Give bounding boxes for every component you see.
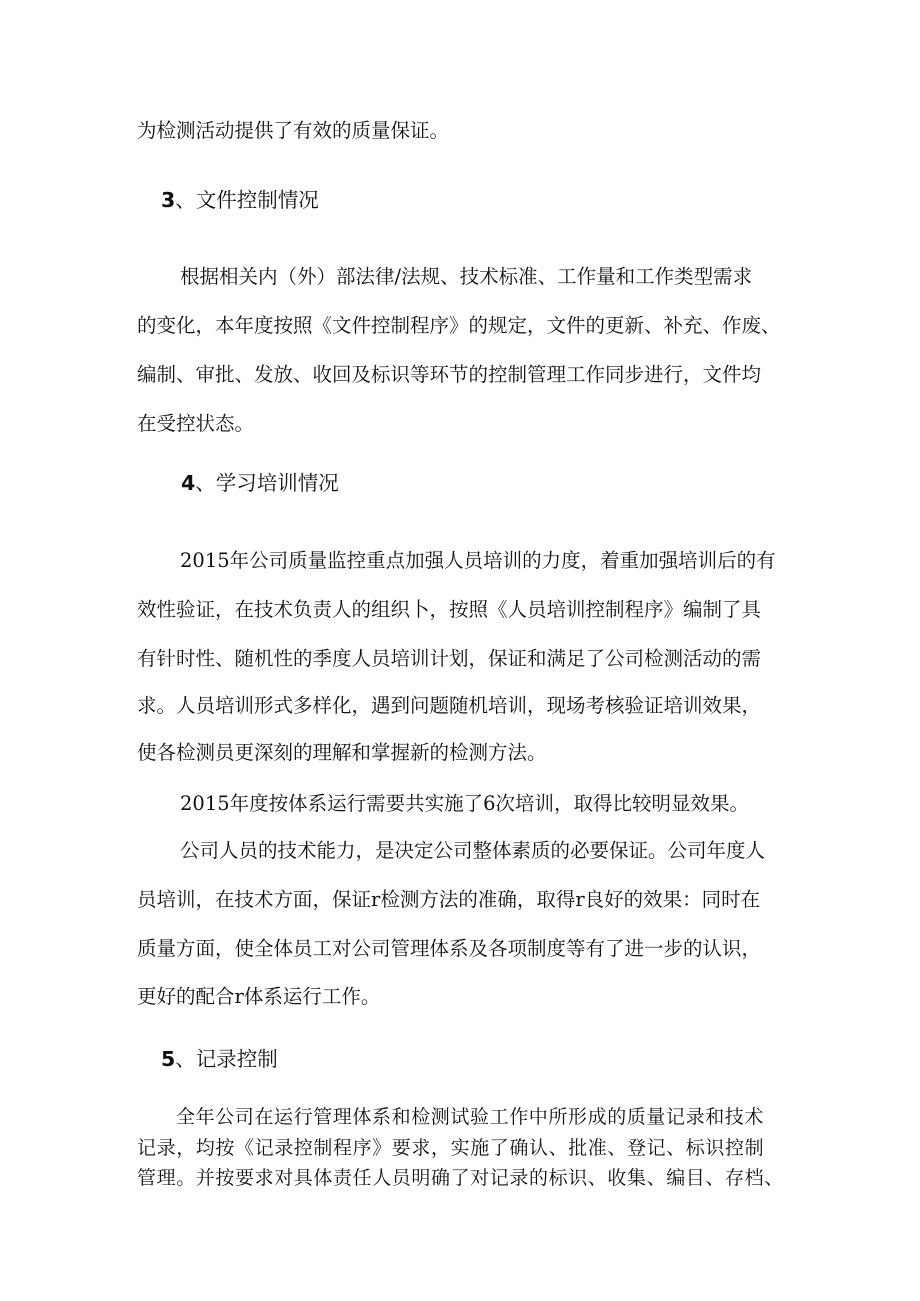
paragraph-line: 的变化，本年度按照《文件控制程序》的规定，文件的更新、补充、作废、 (137, 314, 781, 337)
paragraph-line: 公司人员的技术能力，是决定公司整体素质的必要保证。公司年度人 (180, 839, 766, 862)
section-number: 4 (181, 471, 196, 495)
section-title: 、学习培训情况 (195, 471, 339, 495)
paragraph-line: 有针时性、随机性的季度人员培训计划，保证和满足了公司检测活动的需 (137, 647, 762, 670)
section-number: 3 (161, 188, 176, 212)
paragraph-line: 2015年公司质量监控重点加强人员培训的力度，着重加强培训后的有 (180, 549, 776, 572)
paragraph-line: 员培训，在技术方面，保证r检测方法的准确，取得r良好的效果：同时在 (137, 888, 761, 911)
section-heading-4 (181, 470, 339, 496)
section-heading-5 (161, 1046, 278, 1072)
paragraph-line: 管理。并按要求对具体责任人员明确了对记录的标识、收集、编目、存档、 (137, 1167, 784, 1189)
paragraph-line: 效性验证，在技术负责人的组织卜，按照《人员培训控制程序》编制了具 (137, 598, 762, 621)
paragraph-line: 2015年度按体系运行需要共实施了6次培训，取得比较明显效果。 (180, 792, 750, 815)
paragraph-line: 记录，均按《记录控制程序》要求，实施了确认、批准、登记、标识控制 (137, 1137, 765, 1159)
paragraph-line: 为检测活动提供了有效的质量保证。 (137, 119, 450, 142)
paragraph-line: 全年公司在运行管理体系和检测试验工作中所形成的质量记录和技术 (176, 1106, 765, 1128)
paragraph-line: 质量方面，使全体员工对公司管理体系及各项制度等有了进一步的认识， (137, 937, 762, 960)
section-title: 、文件控制情况 (175, 188, 319, 212)
section-heading-3 (161, 187, 319, 213)
paragraph-line: 求。人员培训形式多样化，遇到问题随机培训，现场考核验证培训效果， (137, 694, 762, 717)
paragraph-line: 在受控状态。 (137, 412, 255, 435)
section-number: 5 (161, 1047, 176, 1071)
section-title: 、记录控制 (175, 1047, 278, 1071)
paragraph-line: 使各检测员更深刻的理解和掌握新的检测方法。 (137, 741, 547, 764)
paragraph-line: 根据相关内（外）部法律/法规、技术标准、工作量和工作类型需求 (180, 265, 753, 288)
paragraph-line: 编制、审批、发放、收回及标识等环节的控制管理工作同步进行，文件均 (137, 363, 762, 386)
paragraph-line: 更好的配合r体系运行工作。 (137, 985, 381, 1008)
